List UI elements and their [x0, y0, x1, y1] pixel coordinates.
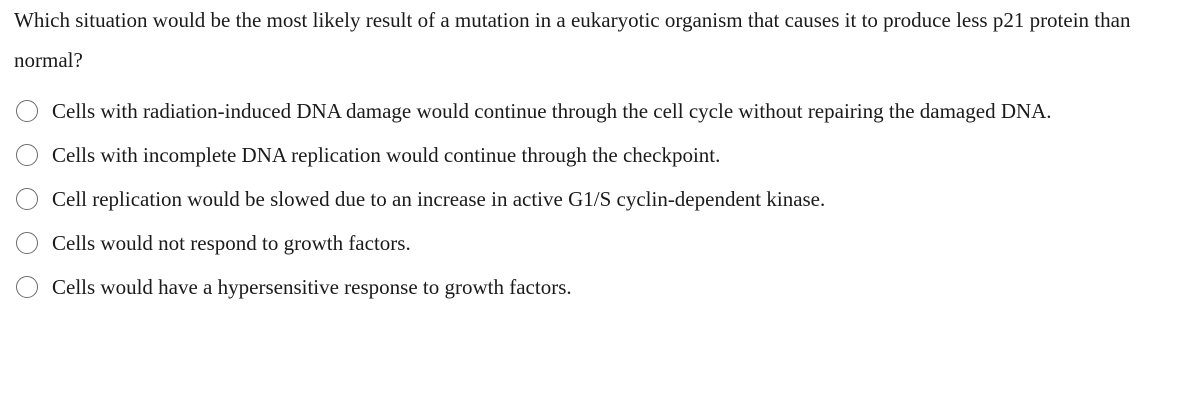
radio-button-3[interactable] — [16, 188, 38, 210]
question-text: Which situation would be the most likely result of a mutation in a eukaryotic organism that causes it to produce less p21 protein than normal? — [14, 8, 1131, 72]
answer-option-1[interactable] — [16, 89, 1052, 133]
radio-button-4[interactable] — [16, 232, 38, 254]
answer-options — [16, 89, 1052, 309]
answer-option-3[interactable] — [16, 177, 1052, 221]
answer-option-label: Cells would not respond to growth factors. — [52, 230, 411, 255]
radio-button-2[interactable] — [16, 144, 38, 166]
answer-option-5[interactable] — [16, 265, 1052, 309]
answer-option-label: Cells would have a hypersensitive response to growth factors. — [52, 274, 572, 299]
answer-option-label: Cell replication would be slowed due to an increase in active G1/S cyclin-dependent kinase. — [52, 186, 826, 211]
answer-option-2[interactable] — [16, 133, 1052, 177]
radio-button-1[interactable] — [16, 100, 38, 122]
answer-option-label: Cells with radiation-induced DNA damage would continue through the cell cycle without repairing the damaged DNA. — [52, 98, 1052, 123]
answer-option-4[interactable] — [16, 221, 1052, 265]
answer-option-label: Cells with incomplete DNA replication would continue through the checkpoint. — [52, 142, 721, 167]
radio-button-5[interactable] — [16, 276, 38, 298]
